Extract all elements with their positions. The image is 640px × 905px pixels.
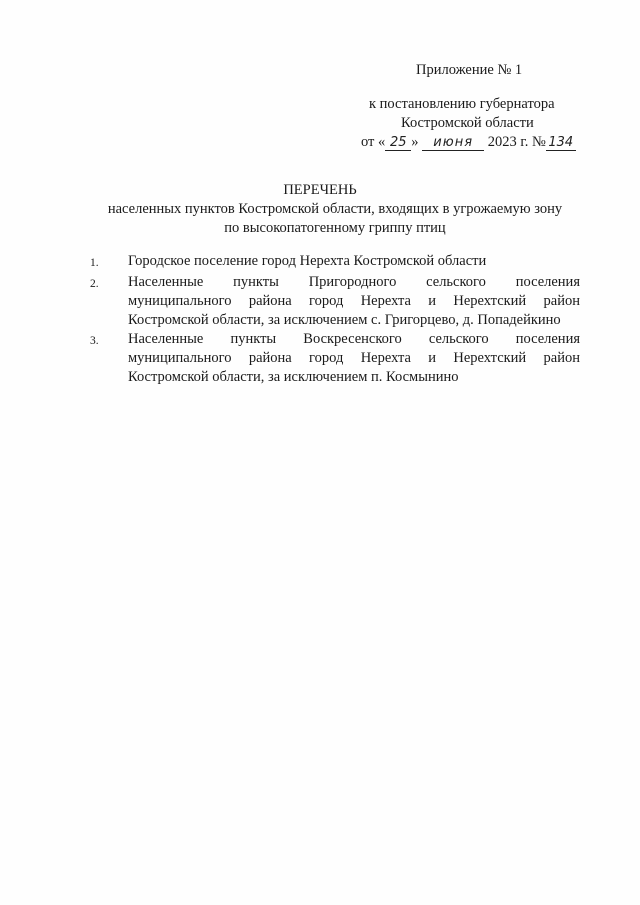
handwritten-decree-number: 134 [546,136,576,151]
list-item [90,273,580,330]
date-mid: » [411,134,419,150]
handwritten-month: июня [422,136,484,151]
list-item-number: 2. [90,278,99,290]
list-item-text: Городское поселение город Нерехта Костромской области [128,253,487,269]
date-prefix: от « [361,134,386,150]
subtitle-line-1: населенных пунктов Костромской области, входящих в угрожаемую зону [107,201,563,217]
decree-reference: к постановлению губернатора [369,96,555,112]
document-subtitle [0,200,640,238]
decree-date-line [361,134,576,151]
list-item-number: 1. [90,257,99,269]
list-item [90,330,580,387]
list-item-text: Населенные пункты Пригородного сельского поселения муниципального района город Нерехта и Нерехтский район Костромской области, за исключением с. Григорцево, д. Попадейкино [128,274,580,328]
document-title: ПЕРЕЧЕНЬ [283,182,357,198]
annex-label: Приложение № 1 [416,62,523,78]
handwritten-day: 25 [385,136,411,151]
region-name: Костромской области [401,115,534,131]
date-year: 2023 г. № [487,134,546,150]
list-item-text: Населенные пункты Воскресенского сельского поселения муниципального района город Нерехта и Нерехтский район Костромской области, за исключением п. Космынино [128,331,580,385]
subtitle-line-2: по высокопатогенному гриппу птиц [224,220,446,236]
settlement-list [90,252,580,387]
list-item-number: 3. [90,335,99,347]
list-item [90,252,580,273]
